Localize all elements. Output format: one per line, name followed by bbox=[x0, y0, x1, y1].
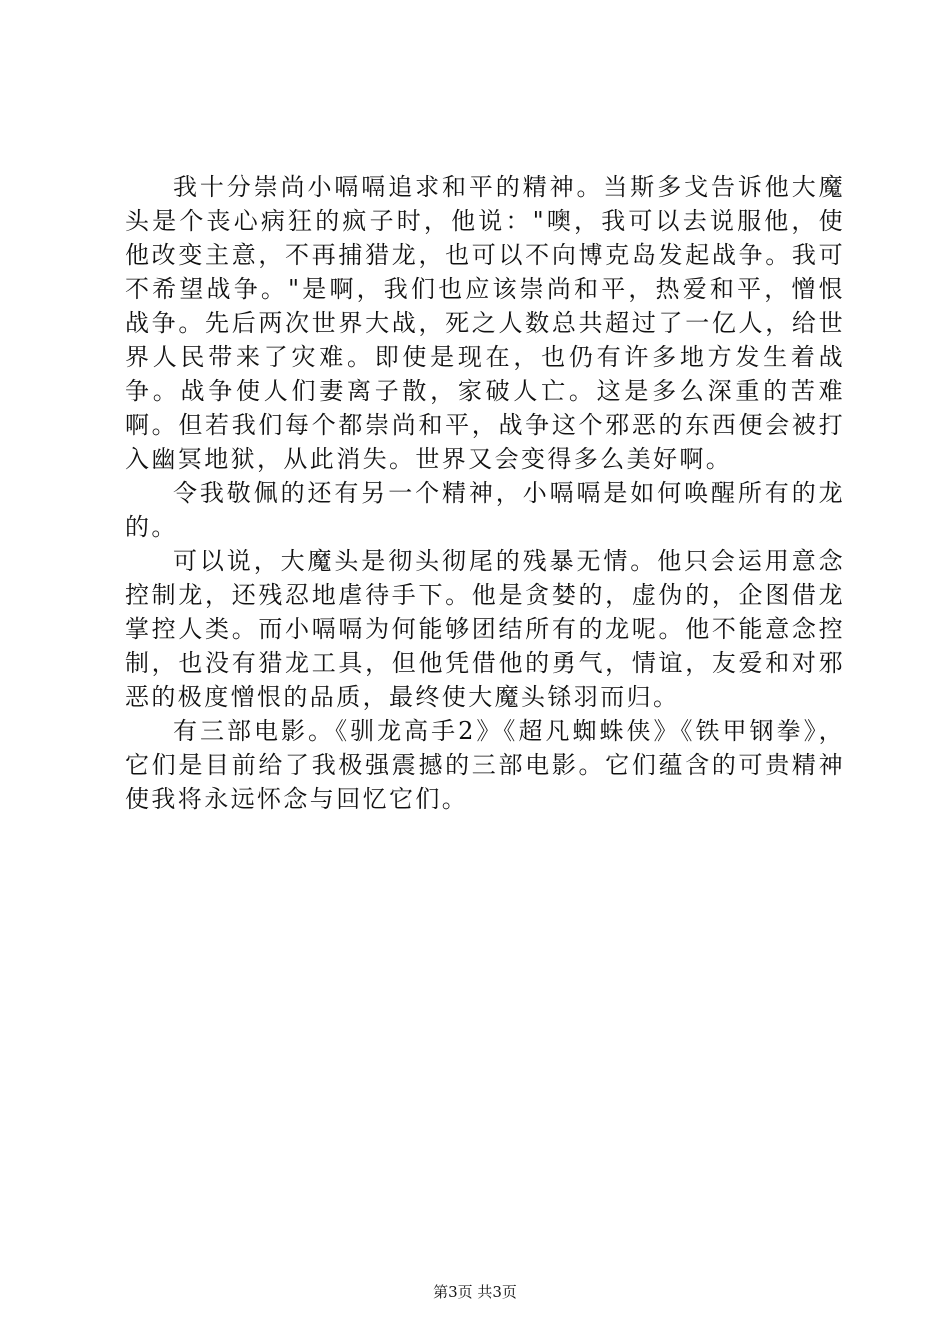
paragraph-admiration: 令我敬佩的还有另一个精神，小嗝嗝是如何唤醒所有的龙的。 bbox=[125, 479, 845, 541]
page-number-footer: 第3页 共3页 bbox=[433, 1283, 517, 1301]
paragraph-movies: 有三部电影。《驯龙高手2》《超凡蜘蛛侠》《铁甲钢拳》，它们是目前给了我极强震撼的三部电影。它们蕴含的可贵精神使我将永远怀念与回忆它们。 bbox=[125, 717, 845, 813]
paragraph-villain: 可以说，大魔头是彻头彻尾的残暴无情。他只会运用意念控制龙，还残忍地虐待手下。他是贪婪的，虚伪的，企图借龙掌控人类。而小嗝嗝为何能够团结所有的龙呢。他不能意念控制，也没有猎龙工具，但他凭借他的勇气，情谊，友爱和对邪恶的极度憎恨的品质，最终使大魔头铩羽而归。 bbox=[125, 547, 845, 711]
document-body bbox=[125, 170, 845, 816]
paragraph-peace: 我十分崇尚小嗝嗝追求和平的精神。当斯多戈告诉他大魔头是个丧心病狂的疯子时，他说："噢，我可以去说服他，使他改变主意，不再捕猎龙，也可以不向博克岛发起战争。我可不希望战争。"是啊，我们也应该崇尚和平，热爱和平，憎恨战争。先后两次世界大战，死之人数总共超过了一亿人，给世界人民带来了灾难。即使是现在，也仍有许多地方发生着战争。战争使人们妻离子散，家破人亡。这是多么深重的苦难啊。但若我们每个都崇尚和平，战争这个邪恶的东西便会被打入幽冥地狱，从此消失。世界又会变得多么美好啊。 bbox=[125, 173, 845, 473]
